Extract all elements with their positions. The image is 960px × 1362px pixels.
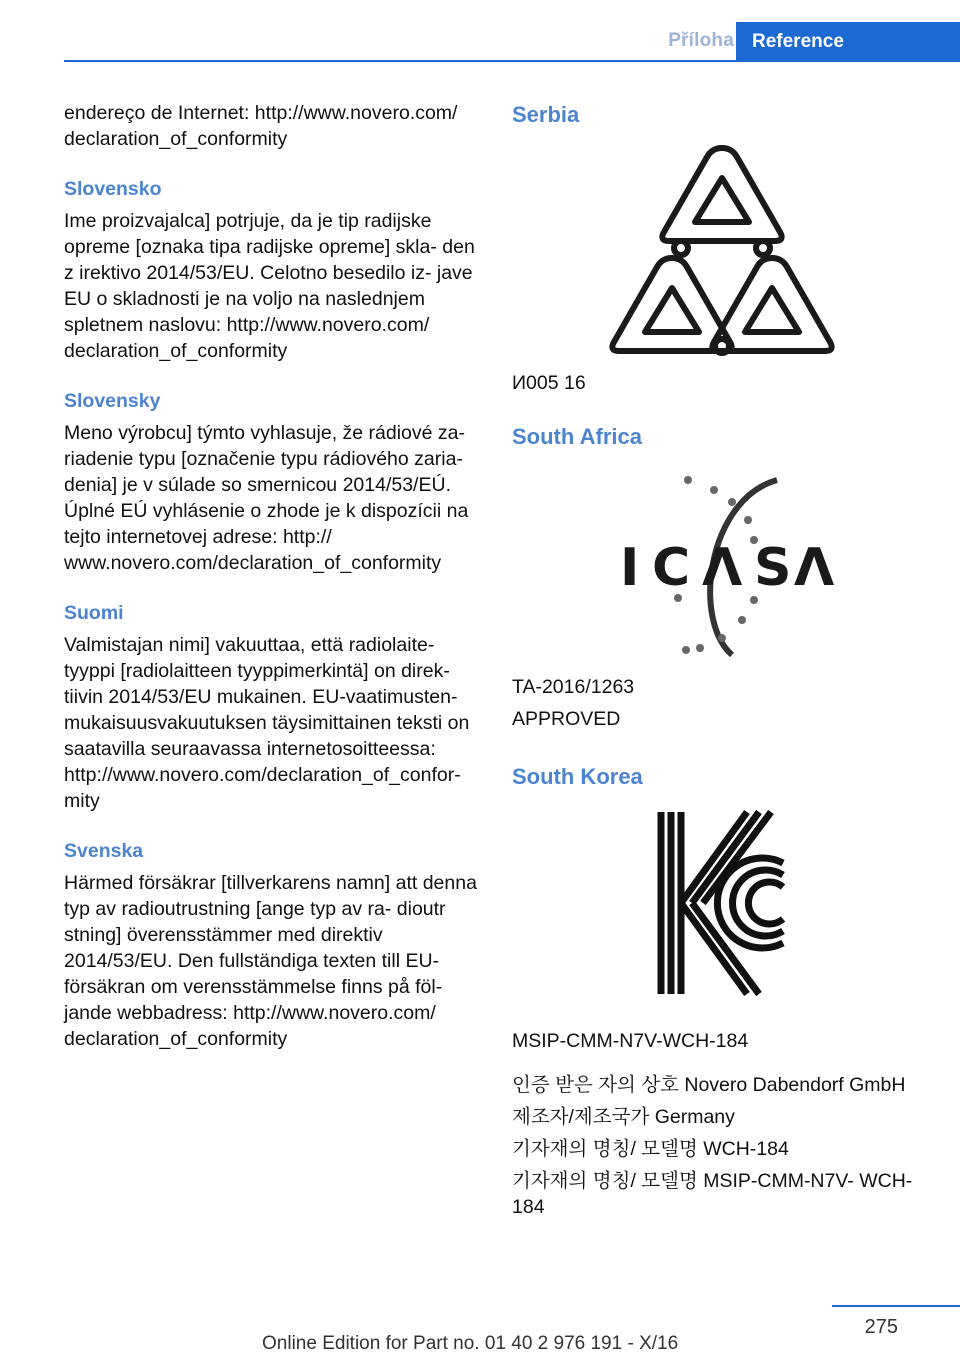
tab-prilohа[interactable]: Příloha — [668, 30, 734, 51]
heading-south-korea: South Korea — [512, 764, 643, 789]
icasa-letter-a2: Λ — [794, 538, 835, 598]
korean-line-1: 인증 받은 자의 상호 Novero Dabendorf GmbH — [512, 1074, 906, 1096]
footer-rule — [832, 1305, 960, 1307]
icasa-mark-icon — [602, 470, 842, 660]
triangle-mark-icon — [587, 140, 857, 360]
icasa-letter-i: I — [620, 538, 640, 598]
page-header — [0, 0, 960, 62]
section-slovensko — [64, 176, 478, 364]
serbia-code: И005 16 — [512, 372, 586, 394]
icasa-letter-s: S — [754, 538, 792, 598]
kc-mark-icon — [657, 808, 787, 998]
section-slovensky — [64, 388, 478, 576]
serbia-triangle-logo — [512, 140, 932, 360]
korean-line-4: 기자재의 명칭/ 모델명 MSIP-CMM-N7V- WCH-184 — [512, 1170, 913, 1218]
korean-line-2: 제조자/제조국가 Germany — [512, 1106, 735, 1128]
right-column — [512, 100, 932, 1226]
heading-slovensko: Slovensko — [64, 178, 162, 200]
korean-line-3: 기자재의 명칭/ 모델명 WCH-184 — [512, 1138, 789, 1160]
footer-edition: Online Edition for Part no. 01 40 2 976 191 - X/16 — [262, 1333, 679, 1354]
icasa-letter-a1: Λ — [702, 538, 743, 598]
heading-south-africa: South Africa — [512, 424, 642, 449]
icasa-reg: TA-2016/1263 — [512, 676, 635, 698]
section-suomi — [64, 600, 478, 814]
section-svenska — [64, 838, 478, 1052]
icasa-approved: APPROVED — [512, 708, 621, 730]
text-slovensko: Ime proizvajalca] potrjuje, da je tip radijske opreme [oznaka tipa radijske opreme] skla- den z irektivo 2014/53/EU. Celotno besedilo iz- jave EU o skladnosti je na voljo na naslednjem spletnem naslovu: http://www.novero.com/ declaration_of_conformity — [64, 210, 475, 362]
korean-details — [512, 1072, 932, 1220]
heading-suomi: Suomi — [64, 602, 124, 624]
page-number: 275 — [864, 1316, 898, 1338]
text-svenska: Härmed försäkrar [tillverkarens namn] att denna typ av radioutrustning [ange typ av ra- dioutr stning] överensstämmer med direktiv 2014/53/EU. Den fullständiga texten till EU- försäkran om verensstämmelse finns på föl- jande webbadress: http://www.novero.com/ declaration_of_conformity — [64, 872, 477, 1050]
heading-serbia: Serbia — [512, 102, 580, 127]
tab-reference[interactable]: Reference — [736, 22, 960, 62]
icasa-letter-c: C — [652, 538, 691, 598]
text-slovensky: Meno výrobcu] týmto vyhlasuje, že rádiové za- riadenie typu [označenie typu rádiového zaria- denia] je v súlade so smernicou 2014/53/EÚ. Úplné EÚ vyhlásenie o zhode je k dispozícii na tejto internetovej adrese: http:// www.novero.com/declaration_of_conformity — [64, 422, 469, 574]
text-suomi: Valmistajan nimi] vakuuttaa, että radiolaite- tyyppi [radiolaitteen tyyppimerkintä] on direk- tiivin 2014/53/EU mukainen. EU-vaatimusten- mukaisuusvakuutuksen täysimittainen teksti on saatavilla seuraavassa internetosoitteessa: http://www.novero.com/declaration_of_confor- mity — [64, 634, 470, 812]
heading-slovensky: Slovensky — [64, 390, 161, 412]
kc-code: MSIP-CMM-N7V-WCH-184 — [512, 1030, 749, 1052]
kc-logo — [512, 808, 932, 998]
icasa-logo — [512, 470, 932, 660]
intro-paragraph: endereço de Internet: http://www.novero.com/ declaration_of_conformity — [64, 102, 458, 150]
heading-svenska: Svenska — [64, 840, 144, 862]
header-rule — [64, 60, 960, 62]
left-column — [64, 100, 478, 1052]
